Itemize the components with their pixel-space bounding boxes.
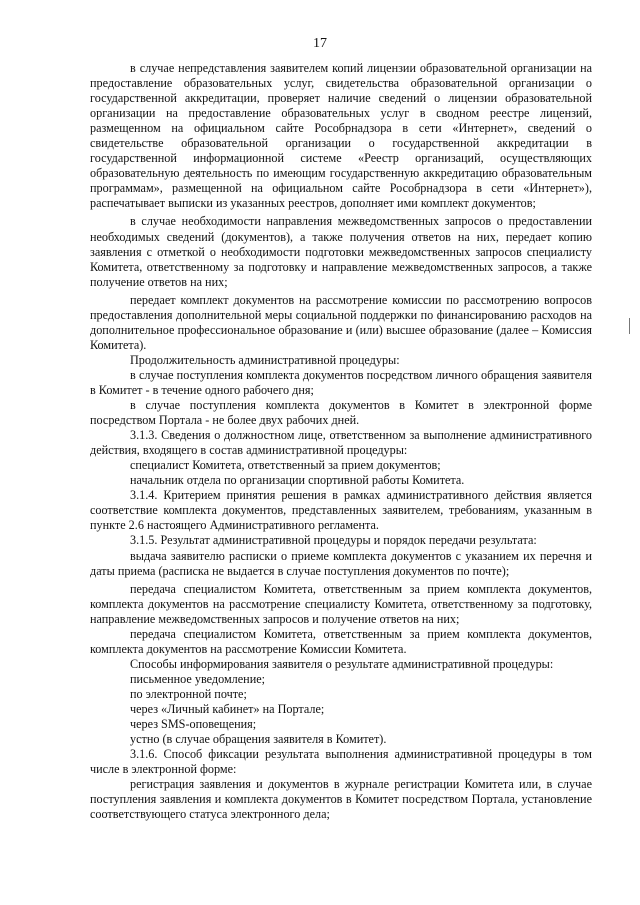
list-item-email: по электронной почте; [130,686,247,701]
scan-edge-mark [629,318,630,334]
paragraph-department-head: начальник отдела по организации спортивной работы Комитета. [130,473,465,488]
page-number: 17 [313,36,327,51]
paragraph-receipt-issue: выдача заявителю расписки о приеме комплекта документов с указанием их перечня и даты приема (расписка не выдается в случае поступления документов по почте); [90,548,592,578]
paragraph-duration-portal: в случае поступления комплекта документов в Комитет в электронной форме посредством Портала - не более двух рабочих дней. [90,398,592,428]
paragraph-duration-heading: Продолжительность административной процедуры: [130,352,400,367]
paragraph-3-1-4: 3.1.4. Критерием принятия решения в рамках административного действия является соответствие комплекта документов, представленных заявителем, требованиям, указанным в пункте 2.6 настоящего Административного регламента. [90,488,592,533]
paragraph-license-check: в случае непредставления заявителем копий лицензии образовательной организации на предоставление образовательных услуг, свидетельства образовательной организации о государственной аккредитации, проверяет наличие сведений о лицензии образовательной организации на предоставление образовательных услуг в сводном реестре лицензий, размещенном на официальном сайте Рособрнадзора в сети «Интернет», сведений о свидетельстве образовательной организации о государственной аккредитации в государственной информационной системе «Реестр организаций, осуществляющих образовательную деятельность по имеющим государственную аккредитацию образовательным программам», размещенной на официальном сайте Рособрнадзора в сети «Интернет»), распечатывает выписки из указанных реестров, дополняет ими комплект документов; [90,61,592,211]
list-item-personal-cabinet: через «Личный кабинет» на Портале; [130,701,325,716]
paragraph-3-1-6: 3.1.6. Способ фиксации результата выполнения административной процедуры в том числе в электронной форме: [90,747,592,777]
paragraph-registration: регистрация заявления и документов в журнале регистрации Комитета или, в случае поступления заявления и комплекта документов в Комитет посредством Портала, установление соответствующего статуса электронного дела; [90,777,592,822]
paragraph-notification-heading: Способы информирования заявителя о результате административной процедуры: [130,656,554,671]
paragraph-3-1-5: 3.1.5. Результат административной процедуры и порядок передачи результата: [130,533,537,548]
paragraph-responsible-specialist: специалист Комитета, ответственный за прием документов; [130,458,441,473]
paragraph-transfer-to-commission: передача специалистом Комитета, ответственным за прием комплекта документов, комплекта документов на рассмотрение Комиссии Комитета. [90,626,592,656]
paragraph-duration-personal: в случае поступления комплекта документов посредством личного обращения заявителя в Комитет - в течение одного рабочего дня; [90,367,592,397]
paragraph-transfer-to-specialist: передача специалистом Комитета, ответственным за прием комплекта документов, комплекта документов на рассмотрение специалисту Комитета, ответственному за подготовку, направление межведомственных запросов и получение ответов на них; [90,581,592,626]
list-item-oral: устно (в случае обращения заявителя в Комитет). [130,732,387,747]
paragraph-3-1-3: 3.1.3. Сведения о должностном лице, ответственном за выполнение административного действия, входящего в состав административной процедуры: [90,428,592,458]
page-body [90,61,592,822]
list-item-written-notice: письменное уведомление; [130,671,266,686]
paragraph-interagency-requests: в случае необходимости направления межведомственных запросов о предоставлении необходимых сведений (документов), а также получения ответов на них, передает копию заявления с отметкой о необходимости подготовки межведомственных запросов специалисту Комитета, ответственному за подготовку и направление межведомственных запросов, а также получение ответов на них; [90,214,592,289]
paragraph-commission-transfer: передает комплект документов на рассмотрение комиссии по рассмотрению вопросов предоставления дополнительной меры социальной поддержки по финансированию расходов на дополнительное профессиональное образование и (или) высшее образование (далее – Комиссия Комитета). [90,292,592,352]
list-item-sms: через SMS-оповещения; [130,717,257,732]
